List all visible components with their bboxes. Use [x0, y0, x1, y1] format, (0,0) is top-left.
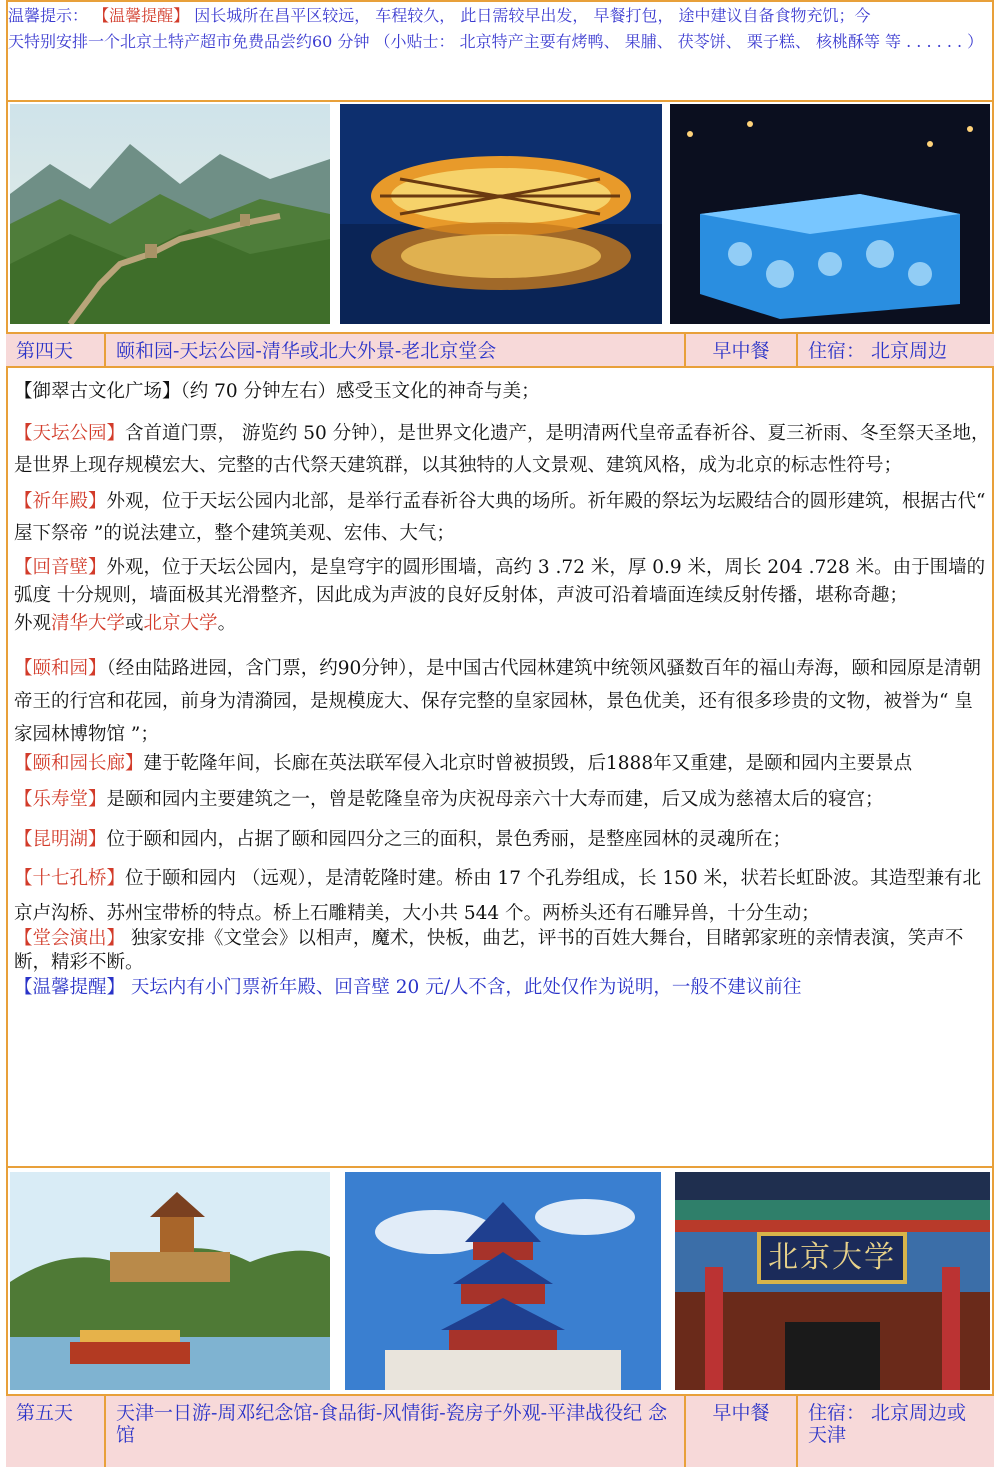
item-yucui: 【御翠古文化广场】（约 70 分钟左右）感受玉文化的神奇与美； [14, 381, 540, 402]
temple-of-heaven-photo [345, 1172, 661, 1390]
day5-meals: 早中餐 [686, 1396, 798, 1467]
day4-meals: 早中餐 [686, 334, 798, 366]
tips-text: 因长城所在昌平区较远， 车程较久， 此日需较早出发， 早餐打包， 途中建议自备食物充饥；今 [189, 6, 871, 25]
item-qiniandian: 【祈年殿】外观，位于天坛公园内北部，是举行孟春祈谷大典的场所。祈年殿的祭坛为坛殿结合的圆形建筑，根据古代“ 屋下祭帝 ”的说法建立，整个建筑美观、宏伟、大气； [14, 491, 986, 544]
item-kunminghu: 【昆明湖】位于颐和园内，占据了颐和园四分之三的面积，景色秀丽，是整座园林的灵魂所在； [14, 829, 792, 850]
day4-stay: 住宿： 北京周边 [808, 340, 948, 362]
summer-palace-photo [10, 1172, 330, 1390]
day4-row [6, 332, 994, 368]
day4-route: 颐和园-天坛公园-清华或北大外景-老北京堂会 [106, 334, 686, 366]
item-tiantan: 【天坛公园】含首道门票， 游览约 50 分钟），是世界文化遗产，是明清两代皇帝孟春祈谷、夏三祈雨、冬至祭天圣地，是世界上现存规模宏大、完整的古代祭天建筑群，以其独特的人文景观、建筑风格，成为北京的标志性符号； [14, 423, 990, 476]
day5-row [6, 1394, 994, 1467]
item-university: 外观清华大学或北京大学。 [14, 613, 237, 634]
item-shiqikongqiao-cont: 京卢沟桥、苏州宝带桥的特点。桥上石雕精美，大小共 544 个。两桥头还有石雕异兽，十分生动； [14, 903, 820, 924]
item-tanghui: 【堂会演出】 独家安排《文堂会》以相声，魔术，快板，曲艺，评书的百姓大舞台，目睹郭家班的亲情表演，笑声不断，精彩不断。 [14, 928, 964, 973]
item-changlang: 【颐和园长廊】建于乾隆年间，长廊在英法联军侵入北京时曾被损毁，后1888年又重建，是颐和园内主要景点 [14, 753, 913, 774]
birds-nest-photo [340, 104, 662, 324]
divider [6, 1166, 994, 1168]
great-wall-photo [10, 104, 330, 324]
day5-stay: 住宿： 北京周边或天津 [808, 1402, 967, 1446]
tips-line-2: 天特别安排一个北京土特产超市免费品尝约60 分钟 （小贴士： 北京特产主要有烤鸭、 果脯、 茯苓饼、 栗子糕、 核桃酥等 等 . . . . . . ） [8, 32, 984, 51]
peking-university-gate-photo [675, 1172, 990, 1390]
tips-block [8, 6, 990, 58]
item-huiyinbi: 【回音壁】外观，位于天坛公园内，是皇穹宇的圆形围墙，高约 3 .72 米，厚 0.9 米，周长 204 .728 米。由于围墙的弧度 十分规则，墙面极其光滑整齐，因此成为声波的良好反射体，声波可沿着墙面连续反射传播，堪称奇趣； [14, 557, 986, 606]
item-shiqikongqiao: 【十七孔桥】位于颐和园内 （远观），是清乾隆时建。桥由 17 个孔券组成，长 150 米，状若长虹卧波。其造型兼有北 [14, 868, 982, 889]
day4-day: 第四天 [6, 334, 106, 366]
day4-content [14, 368, 990, 1001]
water-cube-photo [670, 104, 990, 324]
day5-route: 天津一日游-周邓纪念馆-食品街-风情街-瓷房子外观-平津战役纪 念馆 [106, 1396, 686, 1467]
item-tip: 【温馨提醒】 天坛内有小门票祈年殿、回音壁 20 元/人不含，此处仅作为说明，一般不建议前往 [14, 977, 802, 998]
divider [6, 100, 994, 102]
item-yiheyuan: 【颐和园】（经由陆路进园，含门票，约90分钟），是中国古代园林建筑中统领风骚数百年的福山寿海，颐和园原是清朝帝王的行宫和花园，前身为清漪园，是规模庞大、保存完整的皇家园林，景色优美，还有很多珍贵的文物，被誉为“ 皇家园林博物馆 ”； [14, 658, 982, 745]
day5-day: 第五天 [6, 1396, 106, 1467]
tips-prefix: 温馨提示： [8, 6, 89, 25]
signboard: 北京大学 [757, 1232, 907, 1284]
tips-line-1 [8, 6, 990, 26]
tips-tag: 【温馨提醒】 [93, 6, 190, 25]
item-leshoutang: 【乐寿堂】是颐和园内主要建筑之一，曾是乾隆皇帝为庆祝母亲六十大寿而建，后又成为慈禧太后的寝宫； [14, 789, 884, 810]
